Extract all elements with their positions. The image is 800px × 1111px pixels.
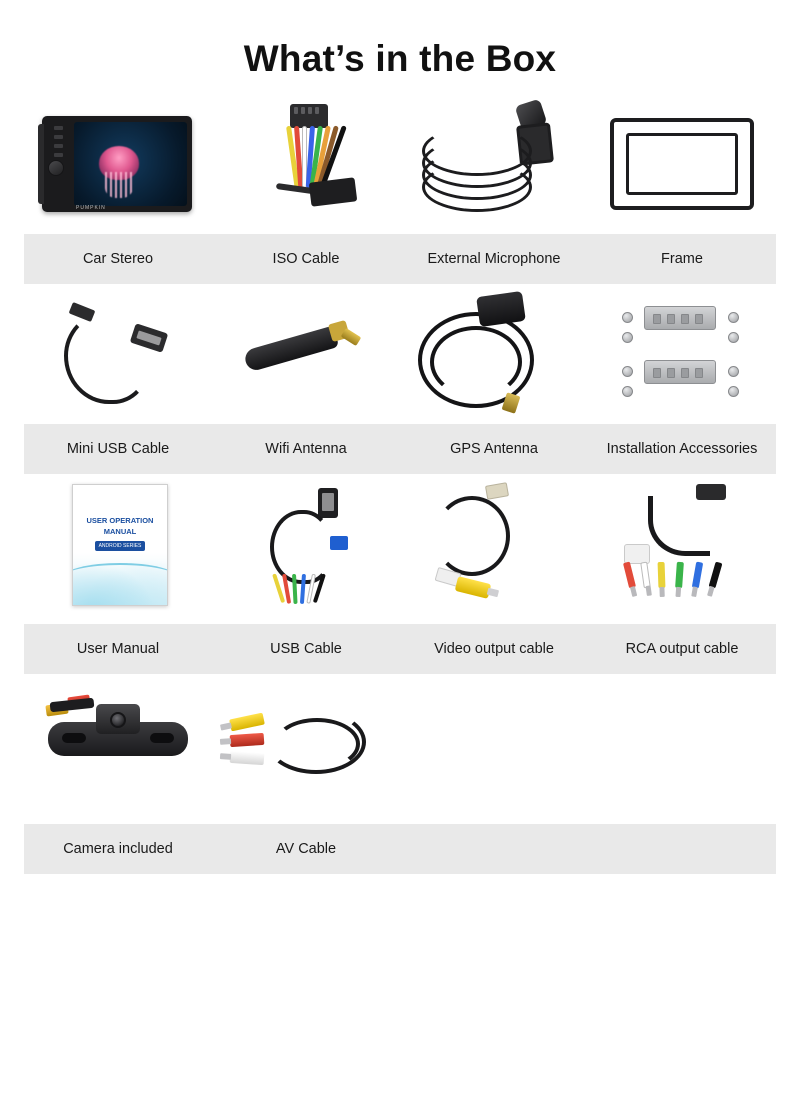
- item-user-manual: [24, 474, 212, 674]
- grid-row: [24, 94, 776, 284]
- car-stereo-image: [24, 94, 212, 234]
- screw-icon: [728, 312, 739, 323]
- item-frame: [588, 94, 776, 284]
- usb-blue-connector: [330, 536, 348, 550]
- video-cable-plug: [485, 482, 509, 500]
- stereo-brand-label: PUMPKIN: [76, 205, 106, 211]
- microphone-cable-coil: [422, 126, 532, 212]
- item-label: Camera included: [24, 824, 212, 874]
- camera-lens-icon: [110, 712, 126, 728]
- screw-icon: [728, 332, 739, 343]
- item-car-stereo: [24, 94, 212, 284]
- gps-antenna-image: [400, 284, 588, 424]
- grid-row: [24, 674, 776, 874]
- usb-wire-fan: [268, 574, 342, 608]
- yellow-rca-plug-icon: [455, 576, 492, 599]
- item-label: Mini USB Cable: [24, 424, 212, 474]
- item-label: AV Cable: [212, 824, 400, 874]
- iso-connector-icon: [290, 104, 328, 128]
- item-mini-usb-cable: [24, 284, 212, 474]
- camera-image: [24, 674, 212, 824]
- item-wifi-antenna: [212, 284, 400, 474]
- item-empty: [588, 674, 776, 874]
- item-camera: [24, 674, 212, 874]
- rca-cable-trunk: [648, 496, 710, 556]
- empty-image: [400, 674, 588, 824]
- manual-cover-icon: [72, 484, 168, 606]
- items-grid: [24, 94, 776, 874]
- item-video-output-cable: [400, 474, 588, 674]
- item-label: Car Stereo: [24, 234, 212, 284]
- page-title: What’s in the Box: [243, 38, 557, 79]
- usb-a-connector-icon: [318, 488, 338, 518]
- mounting-bracket-icon: [644, 306, 716, 330]
- gps-cable-coil-inner: [430, 326, 522, 398]
- item-label: Wifi Antenna: [212, 424, 400, 474]
- item-usb-cable: [212, 474, 400, 674]
- usb-cable-image: [212, 474, 400, 624]
- gps-receiver-icon: [476, 291, 526, 327]
- rca-output-cable-image: [588, 474, 776, 624]
- item-iso-cable: [212, 94, 400, 284]
- av-plug-fan: [230, 714, 290, 768]
- item-label: GPS Antenna: [400, 424, 588, 474]
- item-label: Video output cable: [400, 624, 588, 674]
- external-microphone-image: [400, 94, 588, 234]
- stereo-knob: [48, 160, 64, 176]
- manual-title: USER OPERATION MANUAL: [86, 516, 154, 537]
- item-empty: [400, 674, 588, 874]
- item-label: Frame: [588, 234, 776, 284]
- wifi-antenna-icon: [243, 325, 339, 372]
- wifi-antenna-image: [212, 284, 400, 424]
- item-rca-output-cable: [588, 474, 776, 674]
- item-label: Installation Accessories: [588, 424, 776, 474]
- manual-cover-graphic: [73, 553, 167, 605]
- screw-icon: [622, 332, 633, 343]
- screw-icon: [728, 366, 739, 377]
- item-label: [588, 824, 776, 874]
- car-stereo-icon: [42, 116, 192, 212]
- installation-accessories-image: [588, 284, 776, 424]
- screw-icon: [622, 366, 633, 377]
- stereo-screen: [74, 122, 187, 206]
- frame-inner-cutout: [626, 133, 738, 195]
- item-label: [400, 824, 588, 874]
- rca-plug-fan: [624, 562, 734, 604]
- item-external-microphone: [400, 94, 588, 284]
- antenna-sma-connector: [341, 328, 362, 346]
- item-av-cable: [212, 674, 400, 874]
- grid-row: [24, 284, 776, 474]
- item-label: USB Cable: [212, 624, 400, 674]
- dash-frame-icon: [610, 118, 754, 210]
- item-label: External Microphone: [400, 234, 588, 284]
- item-installation-accessories: [588, 284, 776, 474]
- frame-image: [588, 94, 776, 234]
- user-manual-image: [24, 474, 212, 624]
- av-cable-image: [212, 674, 400, 824]
- manual-badge: ANDROID SERIES: [95, 541, 145, 551]
- screw-icon: [622, 312, 633, 323]
- item-label: ISO Cable: [212, 234, 400, 284]
- iso-housing: [309, 177, 358, 206]
- grid-row: [24, 474, 776, 674]
- camera-wire: [50, 698, 95, 713]
- empty-image: [588, 674, 776, 824]
- item-label: User Manual: [24, 624, 212, 674]
- screw-icon: [622, 386, 633, 397]
- jellyfish-wallpaper: [99, 146, 139, 180]
- mounting-bracket-icon: [644, 360, 716, 384]
- item-label: RCA output cable: [588, 624, 776, 674]
- iso-cable-image: [212, 94, 400, 234]
- item-gps-antenna: [400, 284, 588, 474]
- screw-icon: [728, 386, 739, 397]
- mini-usb-cable-image: [24, 284, 212, 424]
- video-cable-loop: [434, 496, 510, 576]
- video-output-cable-image: [400, 474, 588, 624]
